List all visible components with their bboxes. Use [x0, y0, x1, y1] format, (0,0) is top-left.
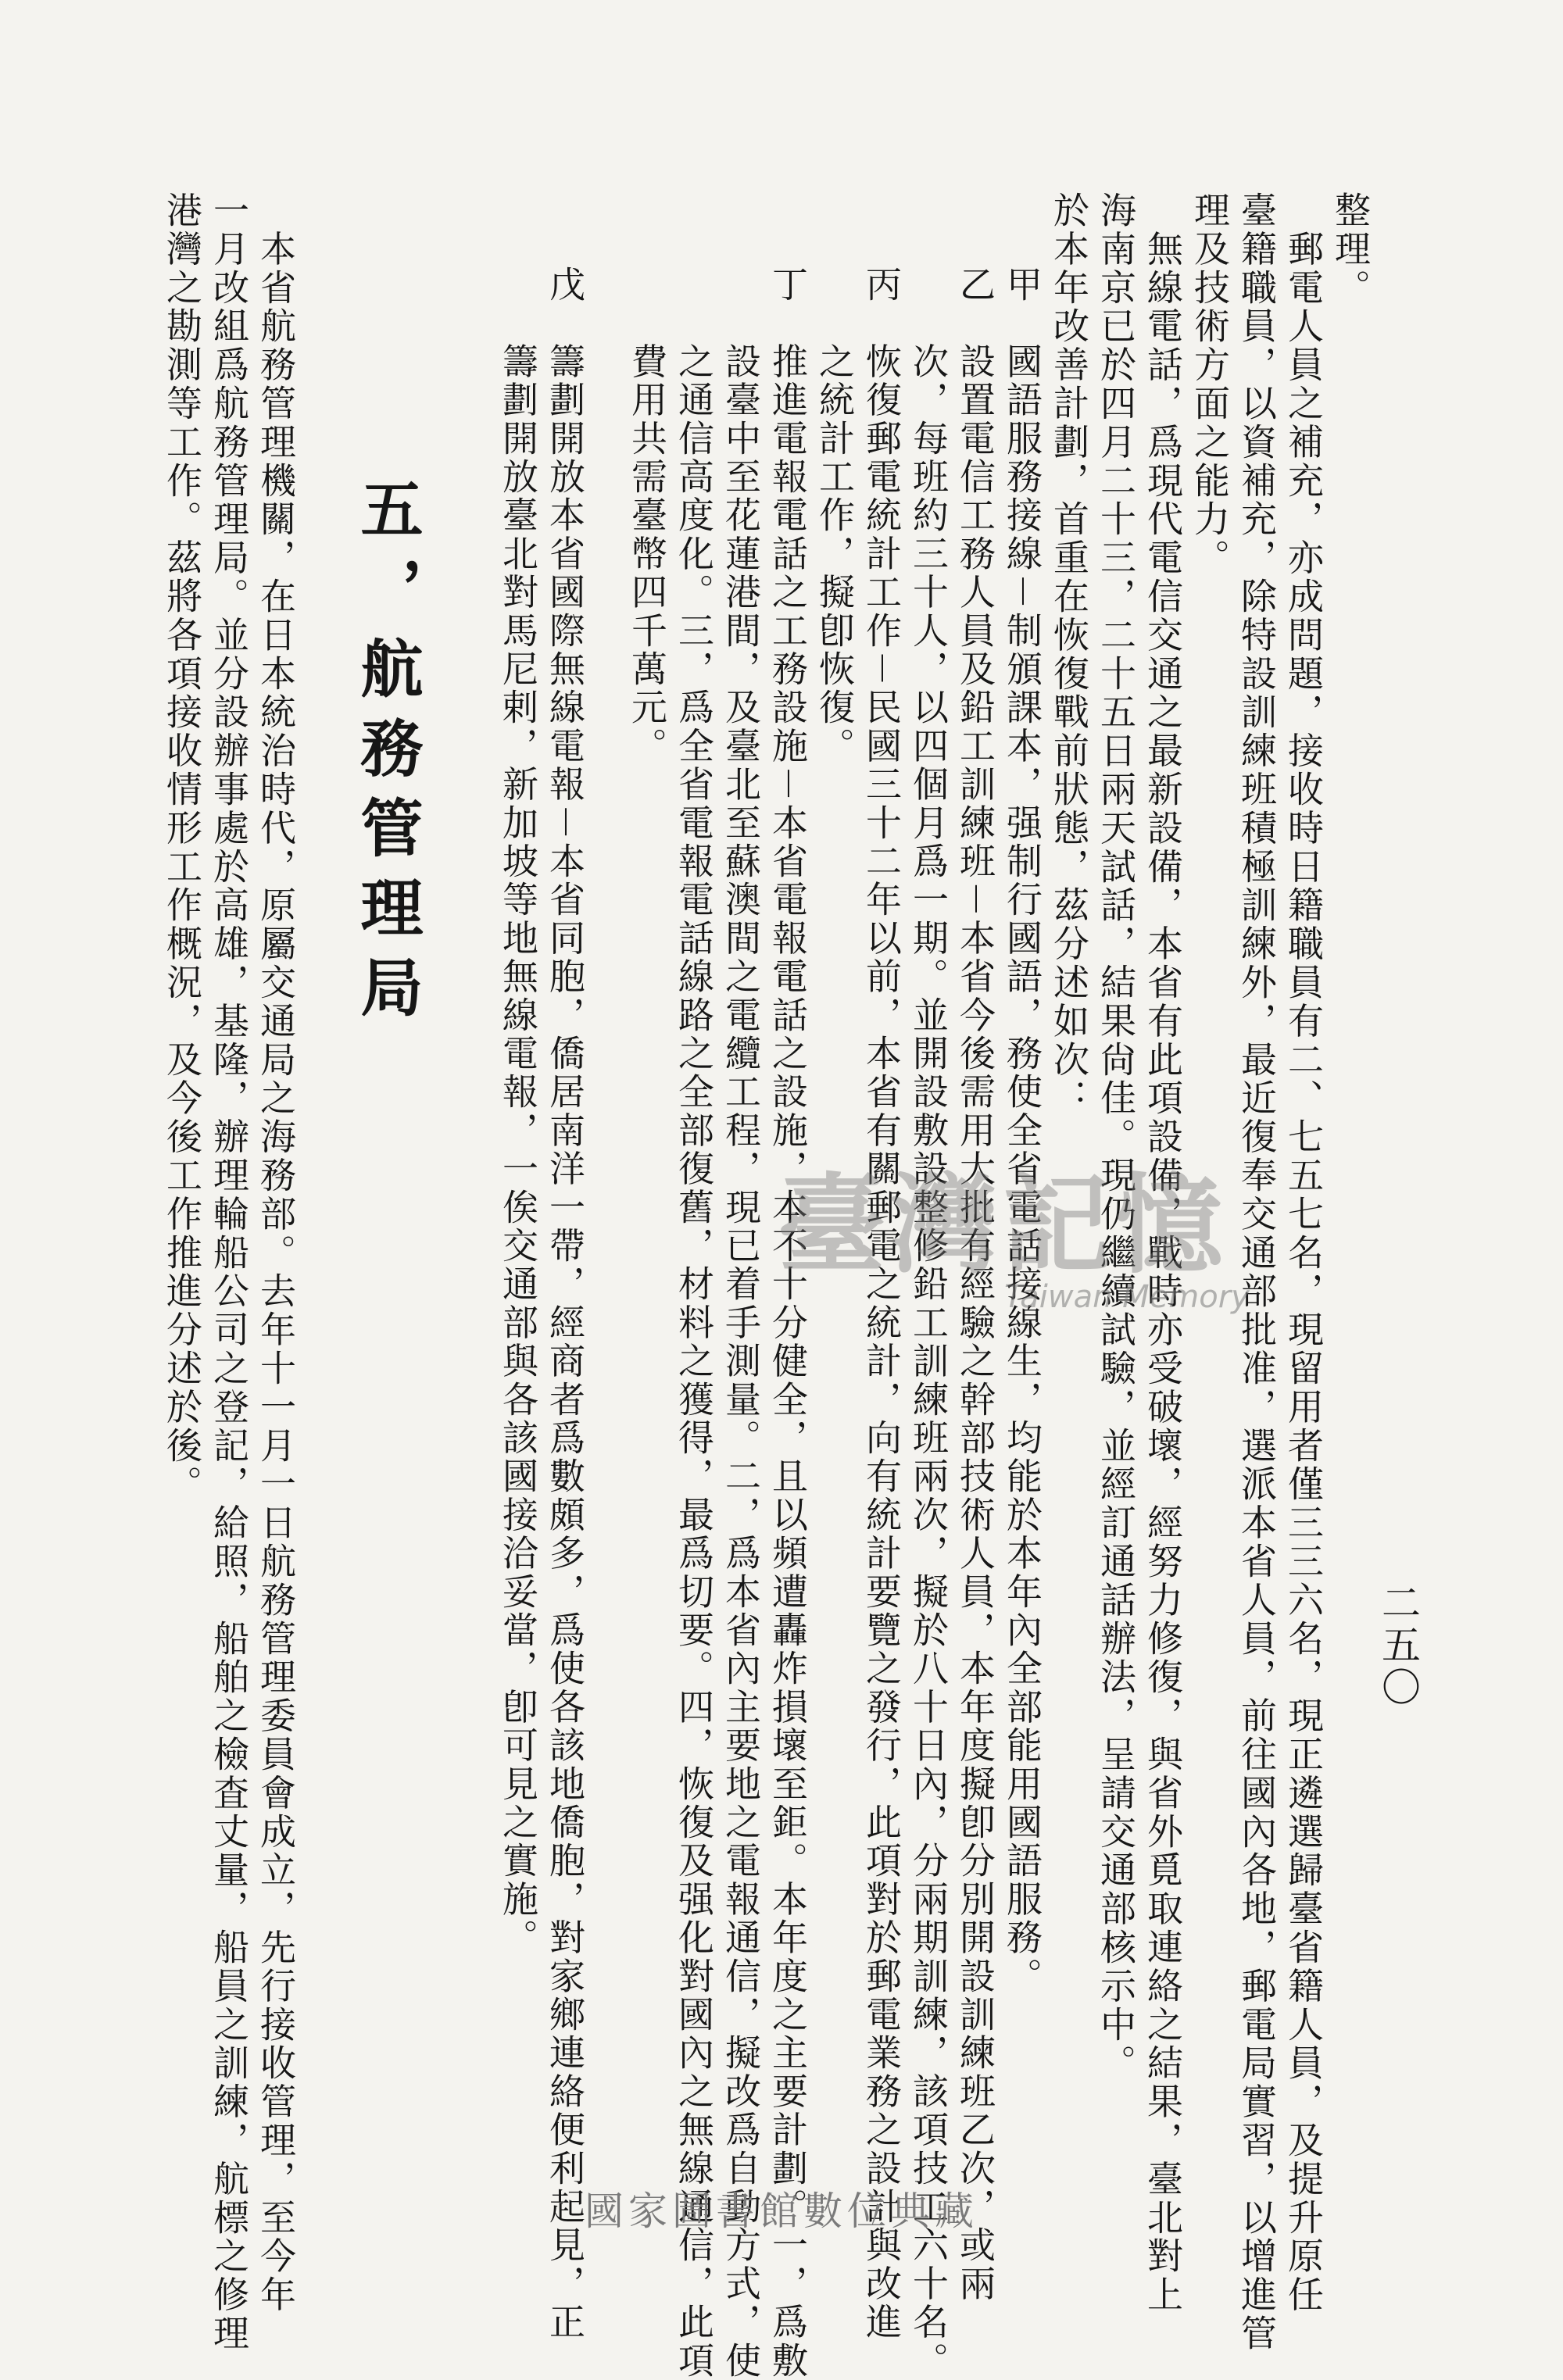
- list-item-wu: 戊 籌劃開放本省國際無線電報－本省同胞，僑居南洋一帶，經商者爲數頗多，爲使各該地僑胞，對家鄉連絡便利起見，正: [544, 266, 586, 2342]
- text-column: 整理。: [1329, 191, 1372, 308]
- list-item-ding-cont: 費用共需臺幣四千萬元。: [626, 266, 668, 766]
- list-item-jia: 甲 國語服務接線－制頒課本，强制行國語，務使全省電話接線生，均能於本年內全部能用國語服務。: [1001, 266, 1043, 1996]
- list-item-yi: 乙 設置電信工務人員及鉛工訓練班－本省今後需用大批有經驗之幹部技術人員，本年度擬卽分別開設訓練班乙次，或兩: [954, 266, 996, 2303]
- list-item-ding: 丁 推進電報電話之工務設施－本省電報電話之設施，本不十分健全，且以頻遭轟炸損壞至鉅。本年度之主要計劃。一，爲敷: [767, 266, 809, 2380]
- watermark-subtitle: Taiwan Memory: [1004, 1279, 1250, 1315]
- list-item-ding-cont: 設臺中至花蓮港間，及臺北至蘇澳間之電纜工程，現已着手測量。二，爲本省內主要地之電報通信，擬改爲自動方式，使: [720, 266, 762, 2380]
- text-column: 一月改組爲航務管理局。並分設辦事處於高雄，基隆，辦理輪船公司之登記，給照，船舶之檢査丈量，船員之訓練，航標之修理: [208, 191, 250, 2353]
- page-number: 二五〇: [1375, 1582, 1421, 1709]
- list-item-ding-cont: 之通信高度化。三，爲全省電報電話線路之全部復舊，材料之獲得，最爲切要。四，恢復及强化對國內之無線通信，此項: [673, 266, 715, 2380]
- text-column: 郵電人員之補充，亦成問題，接收時日籍職員有二、七五七名，現留用者僅三三六名，現正遴選歸臺省籍人員，及提升原任: [1282, 191, 1325, 2314]
- text-column: 無線電話，爲現代電信交通之最新設備，本省有此項設備，戰時亦受破壞，經努力修復，與省外覓取連絡之結果，臺北對上: [1142, 191, 1184, 2314]
- text-column: 港灣之勘測等工作。茲將各項接收情形工作概況，及今後工作推進分述於後。: [161, 191, 203, 1504]
- text-column: 於本年改善計劃，首重在恢復戰前狀態，茲分述如次：: [1048, 191, 1090, 1118]
- text-column: 理及技術方面之能力。: [1189, 191, 1231, 577]
- section-title: 五，航務管理局: [350, 477, 424, 1035]
- text-column: 臺籍職員，以資補充，除特設訓練班積極訓練外，最近復奉交通部批准，選派本省人員，前往國內各地，郵電局實習，以增進管: [1236, 191, 1278, 2353]
- text-column: 本省航務管理機關，在日本統治時代，原屬交通局之海務部。去年十一月一日航務管理委員會成立，先行接收管理，至今年: [255, 191, 297, 2314]
- list-item-wu-cont: 籌劃開放臺北對馬尼剌，新加坡等地無線電報，一俟交通部與各該國接洽妥當，卽可見之實施。: [497, 266, 539, 1957]
- list-item-bing-cont: 之統計工作，擬卽恢復。: [814, 266, 856, 766]
- watermark-title: 臺灣記憶: [778, 1163, 1229, 1288]
- text-column: 海南京已於四月二十三，二十五日兩天試話，結果尙佳。現仍繼續試驗，並經訂通話辦法，呈請交通部核示中。: [1095, 191, 1137, 2083]
- watermark: [770, 1163, 1270, 1352]
- list-item-yi-cont: 次，每班約三十人，以四個月爲一期。並開設敷設整修鉛工訓練班兩次，擬於八十日內，分兩期訓練，該項技工六十名。: [907, 266, 950, 2380]
- footer-credit: 國家圖書館數位典藏: [585, 2189, 978, 2234]
- list-item-bing: 丙 恢復郵電統計工作－民國三十二年以前，本省有關郵電之統計，向有統計要覽之發行，此項對於郵電業務之設計與改進: [860, 266, 903, 2342]
